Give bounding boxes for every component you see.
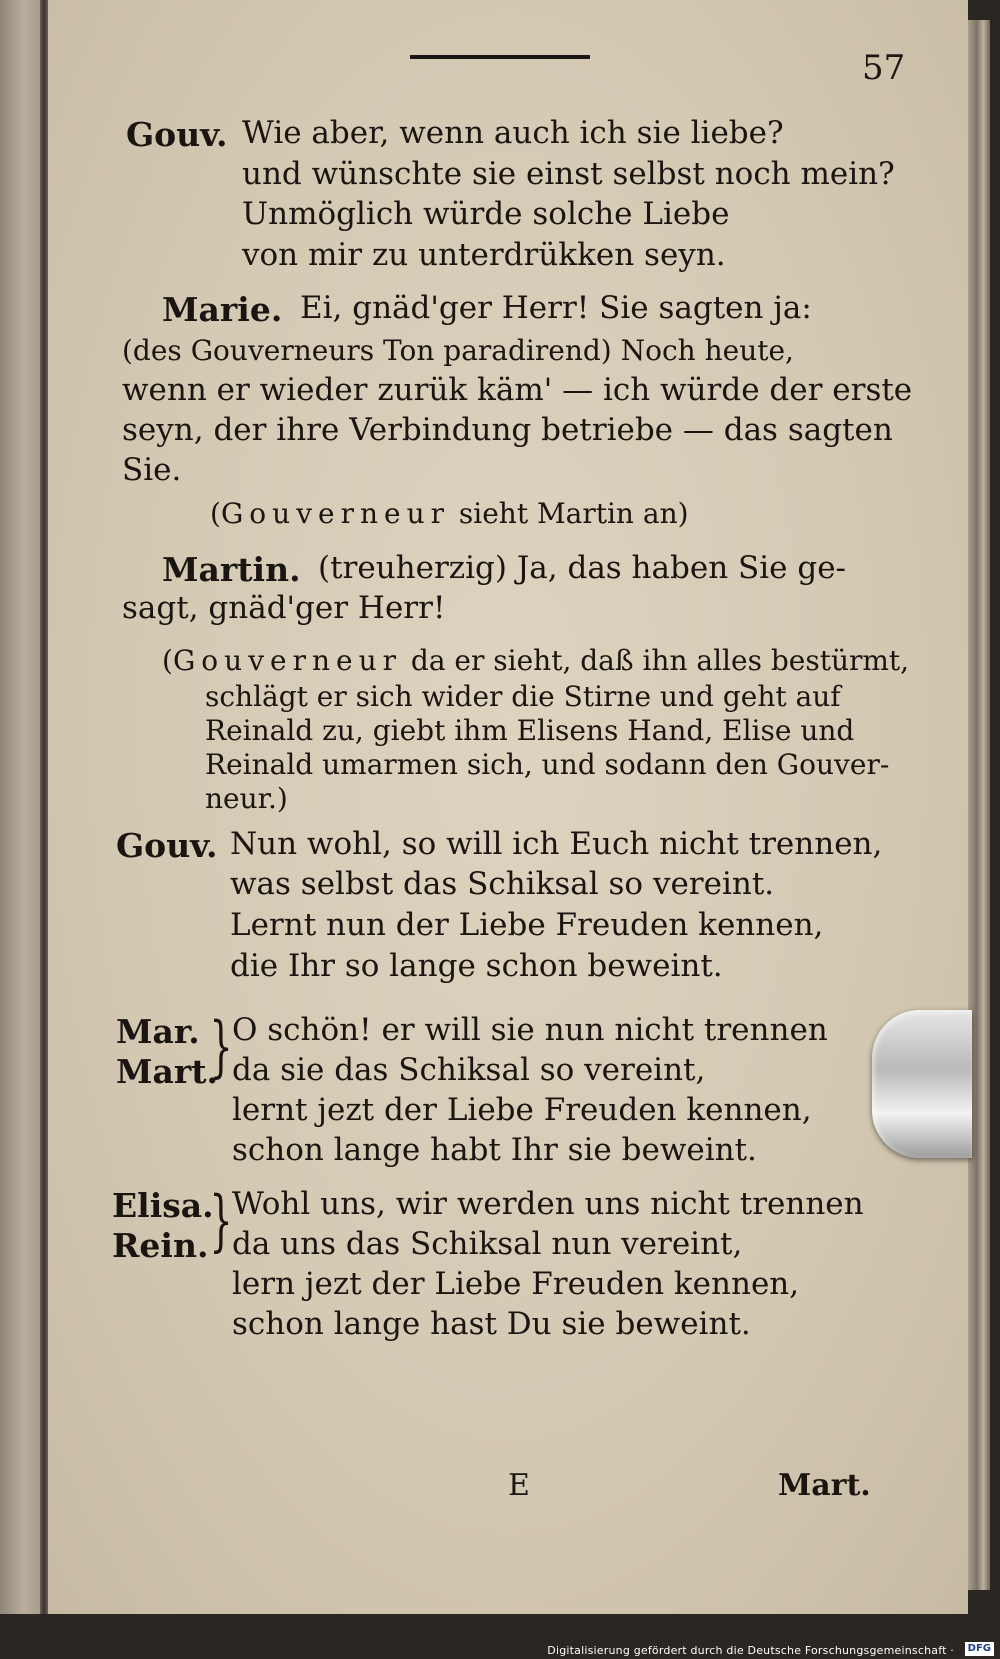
prose-line: wenn er wieder zurük käm' — ich würde der erste [122,372,913,408]
verse-line: schon lange habt Ihr sie beweint. [232,1132,757,1168]
verse-line: und wünschte sie einst selbst noch mein? [242,156,895,192]
verse-line: lernt jezt der Liebe Freuden kennen, [232,1092,812,1128]
catchword: Mart. [778,1468,871,1503]
prose-line: Sie. [122,452,182,488]
speaker-rein: Rein. [112,1226,209,1265]
signature-mark: E [508,1468,530,1503]
stage-direction: (Gouverneur da er sieht, daß ihn alles bestürmt, [162,644,910,677]
verse-line: schon lange hast Du sie beweint. [232,1306,751,1342]
verse-line: Nun wohl, so will ich Euch nicht trennen, [230,826,883,862]
prose-line: seyn, der ihre Verbindung betriebe — das sagten [122,412,893,448]
speaker-gouv: Gouv. [126,115,228,154]
brace-icon: } [209,1008,233,1085]
page-number: 57 [862,48,906,88]
prose-line: Ei, gnäd'ger Herr! Sie sagten ja: [300,290,812,326]
verse-line: was selbst das Schiksal so vereint. [230,866,775,902]
book-spine [40,0,48,1659]
verse-line: Wohl uns, wir werden uns nicht trennen [232,1186,864,1222]
prose-line: sagt, gnäd'ger Herr! [122,590,446,626]
verse-line: lern jezt der Liebe Freuden kennen, [232,1266,800,1302]
verse-line: da sie das Schiksal so vereint, [232,1052,706,1088]
brace-icon: } [209,1182,233,1259]
speaker-mar: Mar. [116,1012,200,1051]
page-clip [872,1010,972,1158]
verse-line: Lernt nun der Liebe Freuden kennen, [230,907,824,943]
verse-line: da uns das Schiksal nun vereint, [232,1226,743,1262]
facing-page-edge [0,0,40,1659]
prose-line: (des Gouverneurs Ton paradirend) Noch heute, [122,334,794,367]
verse-line: O schön! er will sie nun nicht trennen [232,1012,828,1048]
speaker-elisa: Elisa. [112,1186,214,1225]
speaker-marie: Marie. [162,290,283,329]
footer-credit: Digitalisierung gefördert durch die Deutsche Forschungsgemeinschaft · [547,1644,954,1657]
stage-direction: (Gouverneur sieht Martin an) [210,497,689,530]
speaker-mart: Mart. [116,1052,219,1091]
prose-line: (treuherzig) Ja, das haben Sie ge- [318,550,847,586]
verse-line: von mir zu unterdrükken seyn. [242,237,726,273]
page-stack-edge [968,20,990,1590]
stage-direction-line: Reinald umarmen sich, und sodann den Gouver- [205,748,890,781]
speaker-gouv: Gouv. [116,826,218,865]
verse-line: Unmöglich würde solche Liebe [242,196,730,232]
verse-line: die Ihr so lange schon beweint. [230,948,723,984]
dfg-logo: DFG [965,1642,994,1656]
stage-direction-line: schlägt er sich wider die Stirne und geht auf [205,680,841,713]
verse-line: Wie aber, wenn auch ich sie liebe? [242,115,784,151]
stage-direction-line: neur.) [205,782,288,815]
header-rule [410,55,590,59]
stage-direction-line: Reinald zu, giebt ihm Elisens Hand, Elise und [205,714,855,747]
speaker-martin: Martin. [162,550,301,589]
